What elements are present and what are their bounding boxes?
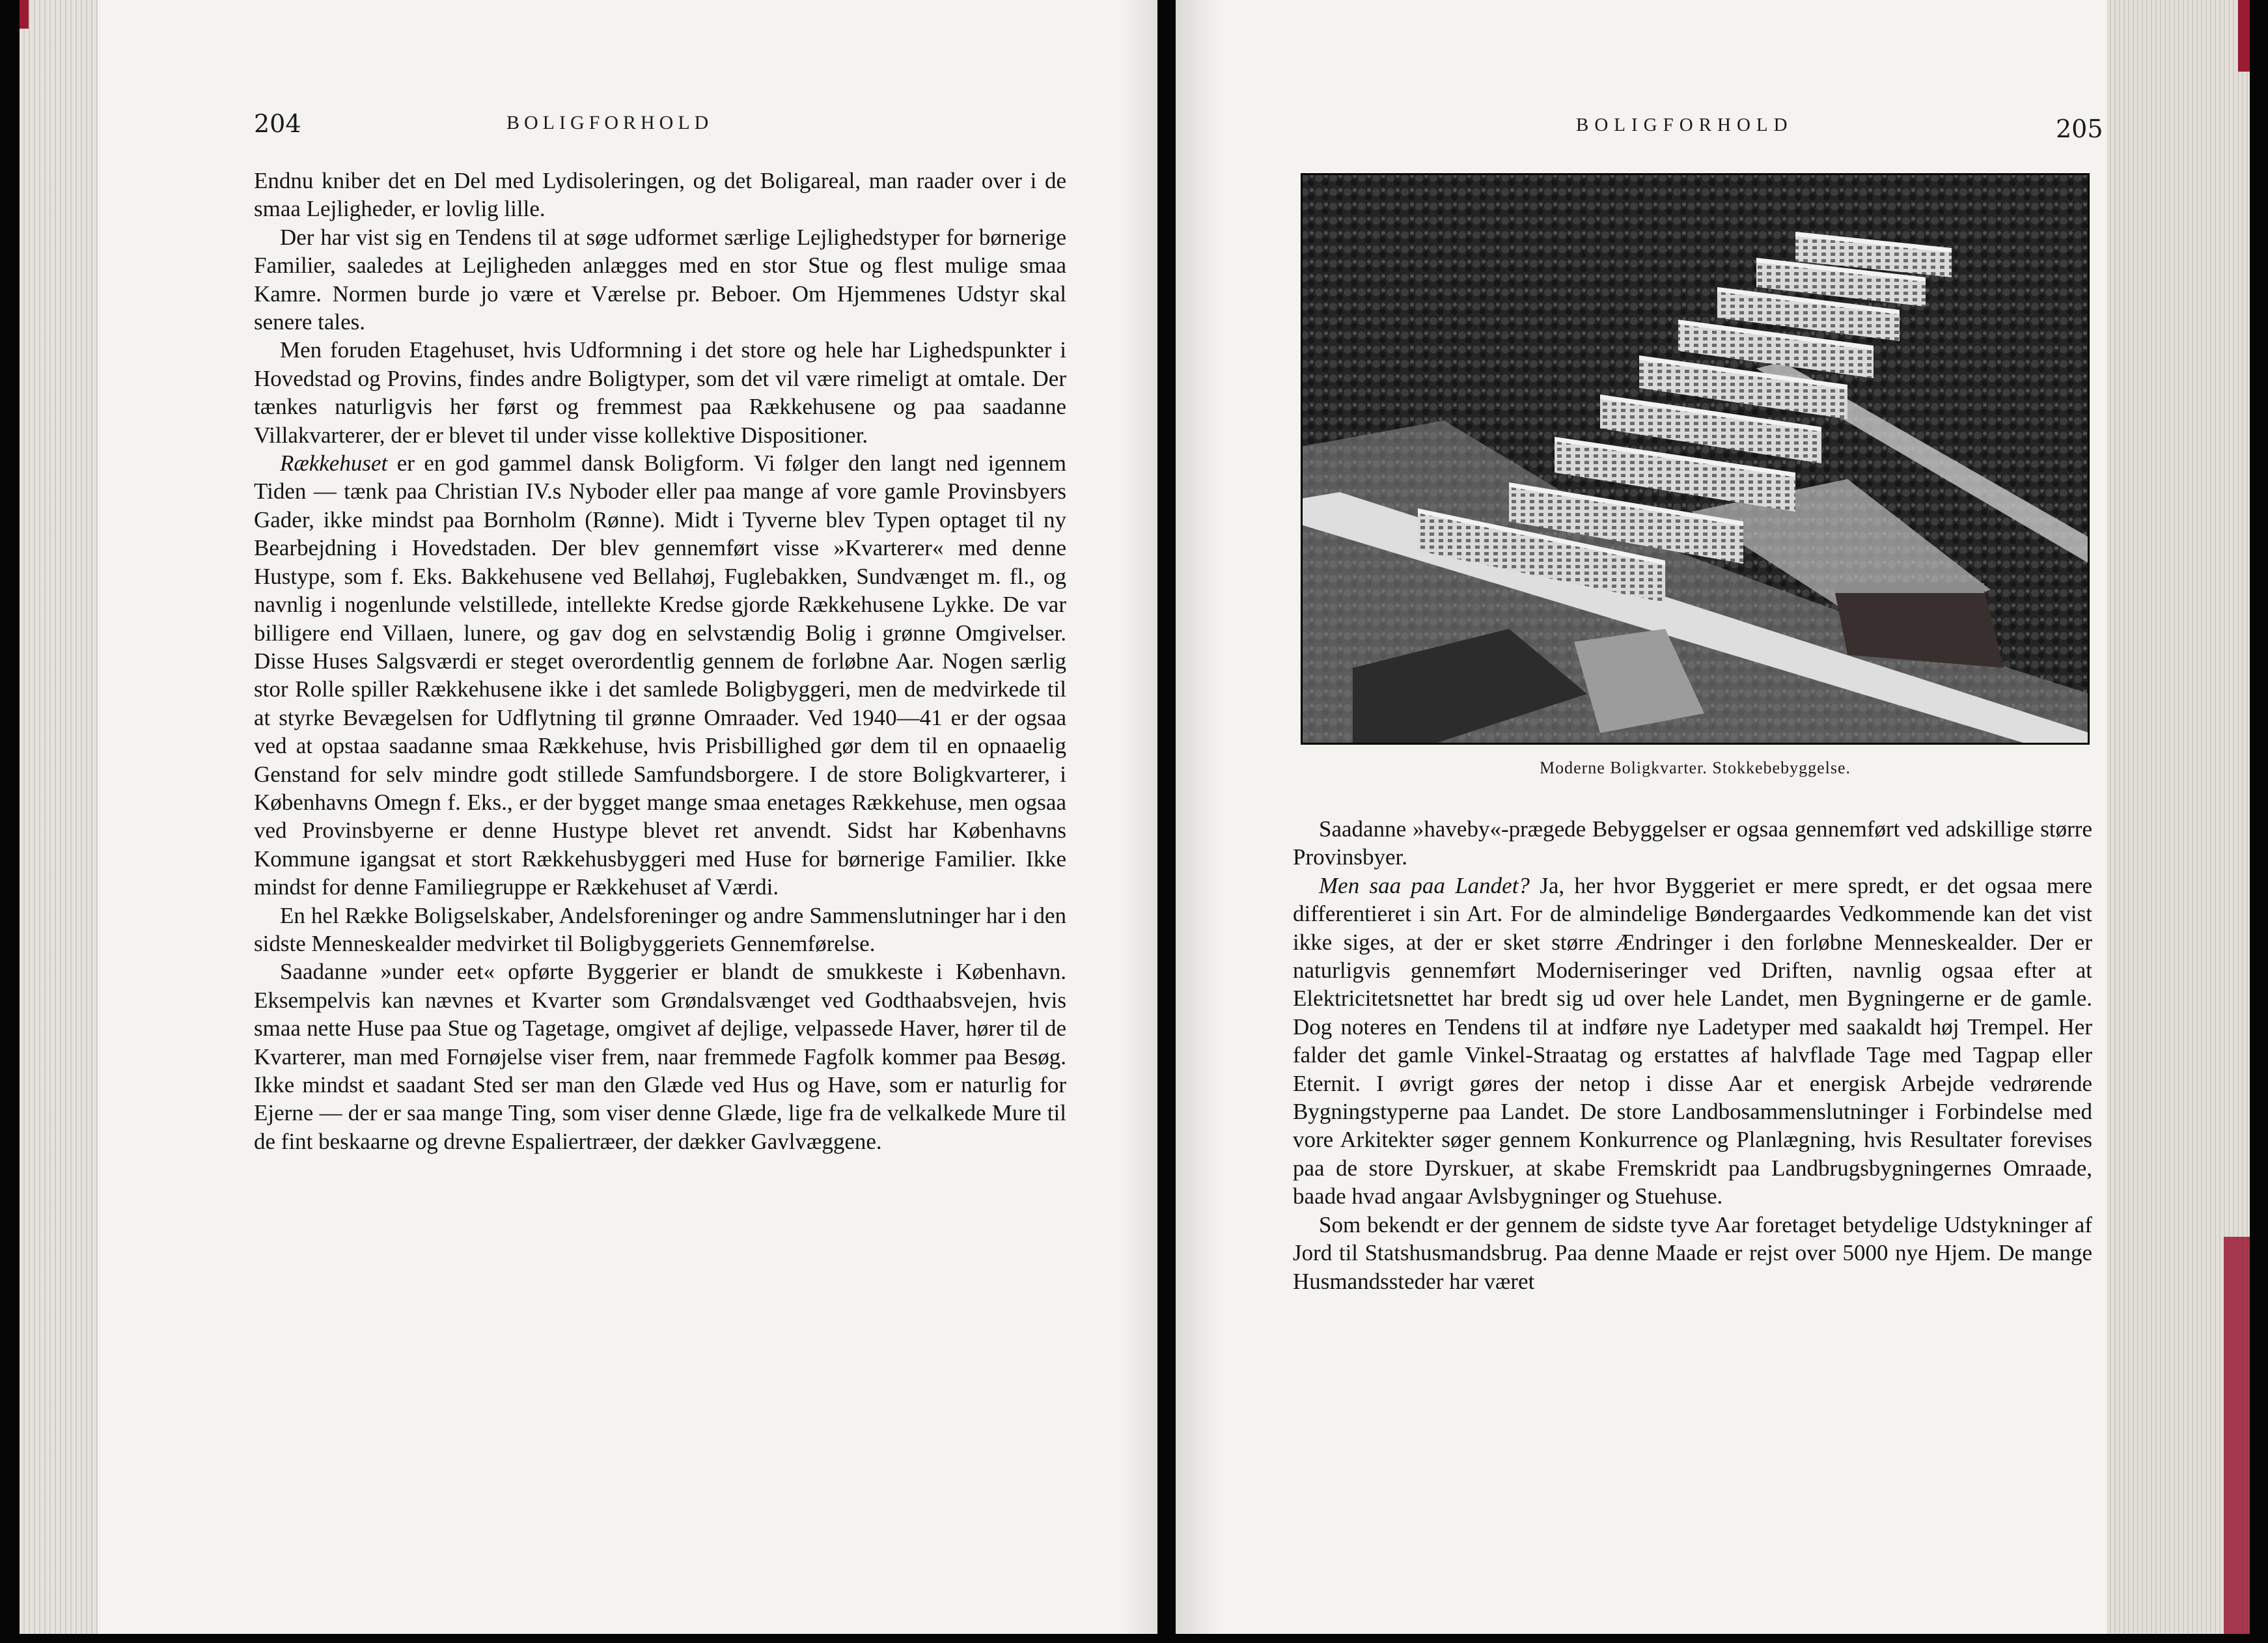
right-page [1176, 0, 2250, 1634]
paragraph [1293, 872, 2092, 1211]
aerial-photo [1301, 173, 2090, 745]
paragraph [254, 449, 1066, 902]
paragraph: Som bekendt er der gennem de sidste tyve Aar foretaget betydelige Udstykninger af Jord til Statshusmandsbrug. Paa denne Maade er rejst over 5000 nye Hjem. De mange Husmandssteder har været [1293, 1211, 2092, 1294]
gutter-shadow [1176, 0, 1221, 1634]
red-edge-mark [2238, 0, 2250, 72]
gutter-shadow [1118, 0, 1157, 1634]
paragraph-text: Ja, her hvor Byggeriet er mere spredt, er det ogsaa mere differentieret i sin Art. For de almindelige Bøndergaardes Vedkommende kan det vist ikke siges, at der er sket større Ændringer i den forløbne Menneskealder. Der er naturligvis gennemført Moderniseringer ved Driften, navnlig ogsaa efter at Elektricitetsnettet har bredt sig ud over hele Landet, men Bygningerne er de gamle. Dog noteres en Tendens til at indføre nye Ladetyper med saakaldt høj Trempel. Her falder det gamle Vinkel-Straatag og erstattes af halvflade Tage med Tagpap eller Eternit. I øvrigt gøres der netop i disse Aar et energisk Arbejde vedrørende Bygningstyperne paa Landet. De store Landbosammenslutninger i Forbindelse med vore Arkitekter søger gennem Konkurrence og Planlægning, hvis Resultater forevises paa de store Dyrskuer, at skabe Fremskridt paa Landbrugsbygningernes Omraade, baade hvad angaar Avlsbygninger og Stuehuse. [1293, 872, 2093, 1209]
red-edge-mark [2224, 1237, 2250, 1634]
paragraph: Saadanne »haveby«-prægede Bebyggelser er ogsaa gennemført ved adskillige større Provinsbyer. [1293, 816, 2092, 870]
photo-caption: Moderne Boligkvarter. Stokkebebyggelse. [1539, 758, 1851, 777]
paragraph: Der har vist sig en Tendens til at søge udformet særlige Lejlighedstyper for børnerige Familier, saaledes at Lejligheden anlægges med en stor Stue og flest mulige smaa Kamre. Normen burde jo være et Værelse pr. Beboer. Om Hjemmenes Udstyr skal senere tales. [254, 224, 1066, 335]
italic-lead: Men saa paa Landet? [1319, 872, 1530, 898]
paragraph: Men foruden Etagehuset, hvis Udformning i det store og hele har Lighedspunkter i Hovedstad og Provins, findes andre Boligtyper, som det vil være rimeligt at omtale. Der tænkes naturligvis her først og fremmest paa Rækkehusene og paa saadanne Villakvarterer, der er blevet til under visse kollektive Dispositioner. [254, 337, 1066, 448]
running-title: BOLIGFORHOLD [506, 112, 713, 133]
paragraph: Endnu kniber det en Del med Lydisoleringen, og det Boligareal, man raader over i de smaa Lejligheder, er lovlig lille. [254, 168, 1066, 222]
body-text [1293, 815, 2092, 1295]
red-edge-mark [20, 0, 29, 29]
paragraph-text: er en god gammel dansk Boligform. Vi følger den langt ned igennem Tiden — tænk paa Christian IV.s Nyboder eller paa mange af vore gamle Provinsbyers Gader, ikke mindst paa Bornholm (Rønne). Midt i Tyverne blev Typen optaget til ny Bearbejdning i Hovedstaden. Der blev gennemført visse »Kvarterer« med denne Hustype, som f. Eks. Bakkehusene ved Bellahøj, Fuglebakken, Sundvænget m. fl., og navnlig i nogenlunde velstillede, intellekte Kredse gjorde Rækkehusene Lykke. De var billigere end Villaen, lunere, og gav dog en selvstændig Bolig i grønne Omgivelser. Disse Huses Salgsværdi er steget overordentlig gennem de forløbne Aar. Nogen særlig stor Rolle spiller Rækkehusene ikke i det samlede Boligbyggeri, men de medvirkede til at styrke Bevægelsen for Udflytning til grønne Omraader. Ved 1940—41 er der ogsaa ved at opstaa saadanne smaa Rækkehuse, hvis Prisbillighed gør dem til en opnaaelig Genstand for selv mindre godt stillede Samfundsborgere. I de store Boligkvarterer, i Københavns Omegn f. Eks., er der bygget mange smaa enetages Rækkehuse, men ogsaa ved Provinsbyerne er denne Hustype blevet ret anvendt. Sidst har Københavns Kommune igangsat et stort Rækkehusbyggeri med Huse for børnerige Familier. Ikke mindst for denne Familiegruppe er Rækkehuset af Værdi. [254, 450, 1067, 900]
running-title: BOLIGFORHOLD [1576, 115, 1793, 135]
italic-lead: Rækkehuset [280, 450, 388, 476]
page-edge-stack [20, 0, 98, 1634]
page-number: 205 [2056, 115, 2103, 143]
left-page [20, 0, 1157, 1634]
paragraph: En hel Række Boligselskaber, Andelsforeninger og andre Sammenslutninger har i den sidste Menneskealder medvirket til Boligbyggeriets Gennemførelse. [254, 902, 1066, 956]
page-number: 204 [254, 109, 301, 138]
paragraph: Saadanne »under eet« opførte Byggerier er blandt de smukkeste i København. Eksempelvis kan nævnes et Kvarter som Grøndalsvænget ved Godthaabsvejen, hvis smaa nette Huse paa Stue og Tagetage, omgivet af dejlige, velpassede Haver, hører til de Kvarterer, man med Fornøjelse viser frem, naar fremmede Fagfolk kommer paa Besøg. Ikke mindst et saadant Sted ser man den Glæde ved Hus og Have, som er naturlig for Ejerne — der er saa mange Ting, som viser denne Glæde, lige fra de velkalkede Mure til de fint beskaarne og drevne Espaliertræer, der dækker Gavlvæggene. [254, 959, 1066, 1154]
aerial-photo-graphic [1301, 173, 2090, 745]
body-text [254, 167, 1066, 1155]
